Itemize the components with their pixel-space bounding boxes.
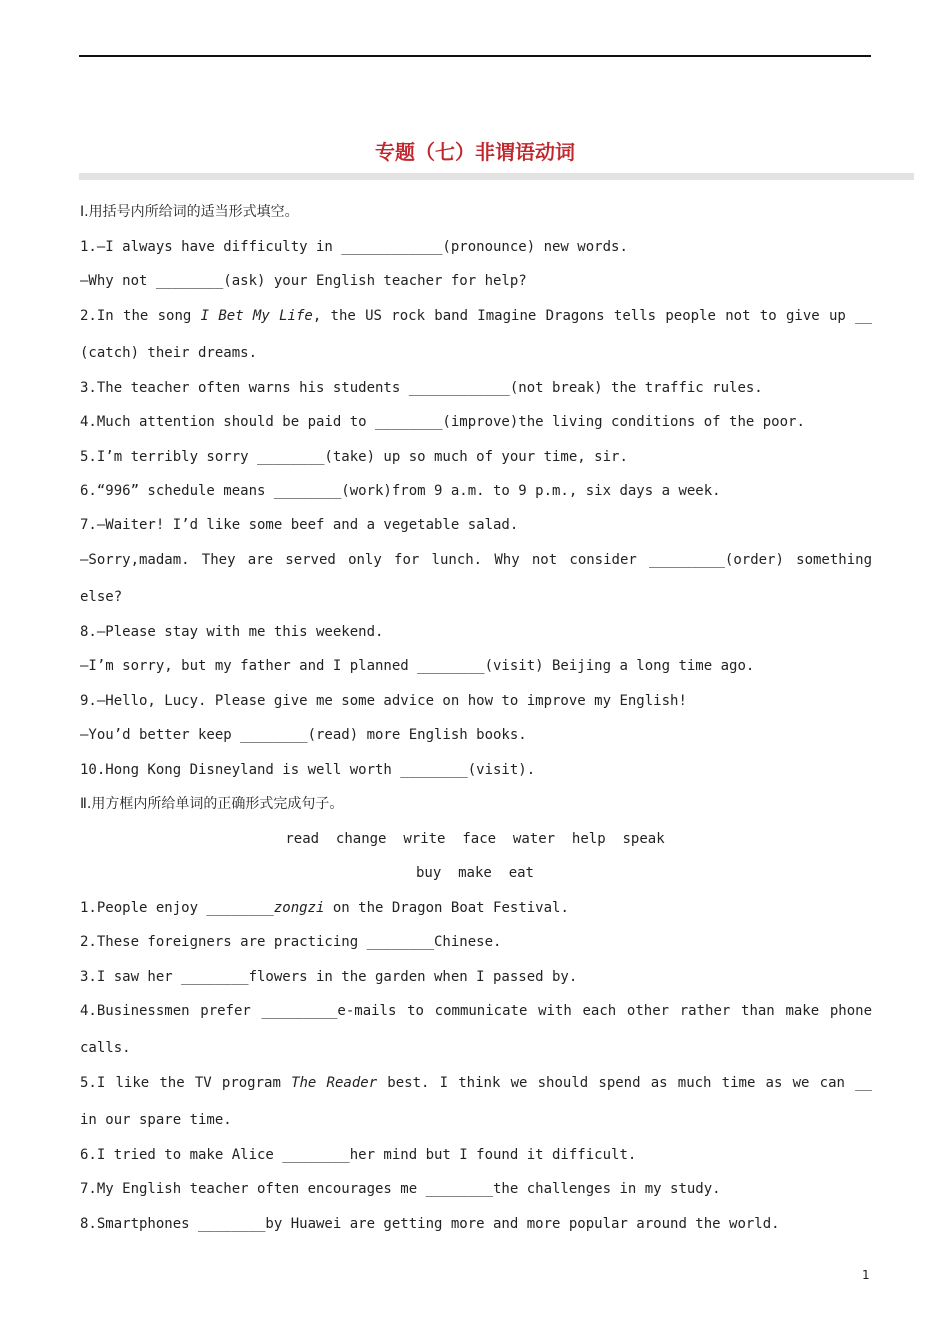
s1-q8: 8.—Please stay with me this weekend. — [80, 624, 384, 640]
s1-q2 — [80, 306, 872, 326]
s2-q5-prefix: 5.I like the TV program — [80, 1075, 292, 1091]
s1-q2-continued: (catch) their dreams. — [80, 345, 258, 361]
word-box-row-2: buy make eat — [415, 865, 534, 881]
s2-q5-continued: in our spare time. — [80, 1112, 232, 1128]
s1-q9: 9.—Hello, Lucy. Please give me some advice on how to improve my English! — [80, 693, 687, 709]
s2-q1-prefix: 1.People enjoy ________ — [80, 900, 274, 916]
word-box-row-1: read change write face water help speak — [285, 831, 665, 847]
s1-q7-reply: —Sorry,madam. They are served only for lunch. Why not consider _________(order) something — [80, 552, 872, 568]
s1-q8-reply: —I’m sorry, but my father and I planned ________(visit) Beijing a long time ago. — [80, 658, 755, 674]
s2-q3: 3.I saw her ________flowers in the garden when I passed by. — [80, 969, 578, 985]
s1-q2-suffix: , the US rock band Imagine Dragons tells people not to give up __ — [312, 308, 872, 324]
header-rule — [79, 55, 871, 57]
s2-q4-continued: calls. — [80, 1040, 131, 1056]
s2-q5 — [80, 1073, 872, 1093]
section2-heading: Ⅱ.用方框内所给单词的正确形式完成句子。 — [80, 796, 344, 812]
s1-q4: 4.Much attention should be paid to ________(improve)the living conditions of the poor. — [80, 414, 805, 430]
s1-q2-prefix: 2.In the song — [80, 308, 201, 324]
section1-heading: Ⅰ.用括号内所给词的适当形式填空。 — [80, 204, 299, 220]
s2-q5-suffix: best. I think we should spend as much time as we can __ — [377, 1075, 872, 1091]
s2-q6: 6.I tried to make Alice ________her mind but I found it difficult. — [80, 1147, 637, 1163]
page-title: 专题（七）非谓语动词 — [375, 140, 575, 164]
s1-q3: 3.The teacher often warns his students ____________(not break) the traffic rules. — [80, 380, 763, 396]
s1-q5: 5.I’m terribly sorry ________(take) up so much of your time, sir. — [80, 449, 628, 465]
s1-q7: 7.—Waiter! I’d like some beef and a vegetable salad. — [80, 517, 519, 533]
s2-q5-program-title: The Reader — [291, 1075, 378, 1091]
page-number: 1 — [862, 1268, 870, 1282]
s2-q7: 7.My English teacher often encourages me ________the challenges in my study. — [80, 1181, 721, 1197]
s2-q2: 2.These foreigners are practicing ________Chinese. — [80, 934, 502, 950]
s1-q9-reply: —You’d better keep ________(read) more English books. — [80, 727, 527, 743]
s1-q10: 10.Hong Kong Disneyland is well worth ________(visit). — [80, 762, 536, 778]
s2-q1-zongzi: zongzi — [273, 900, 325, 916]
title-underline-band — [79, 173, 914, 180]
s1-q6: 6.“996” schedule means ________(work)from 9 a.m. to 9 p.m., six days a week. — [80, 483, 721, 499]
s1-q1-reply: —Why not ________(ask) your English teacher for help? — [80, 273, 527, 289]
s1-q1: 1.—I always have difficulty in ____________(pronounce) new words. — [80, 239, 628, 255]
s2-q1-suffix: on the Dragon Boat Festival. — [324, 900, 569, 916]
s2-q1 — [80, 898, 872, 918]
s2-q4: 4.Businessmen prefer _________e-mails to communicate with each other rather than make phone — [80, 1003, 872, 1019]
s1-q7-continued: else? — [80, 589, 123, 605]
s1-q2-song-title: I Bet My Life — [200, 308, 313, 324]
s2-q8: 8.Smartphones ________by Huawei are getting more and more popular around the world. — [80, 1216, 780, 1232]
